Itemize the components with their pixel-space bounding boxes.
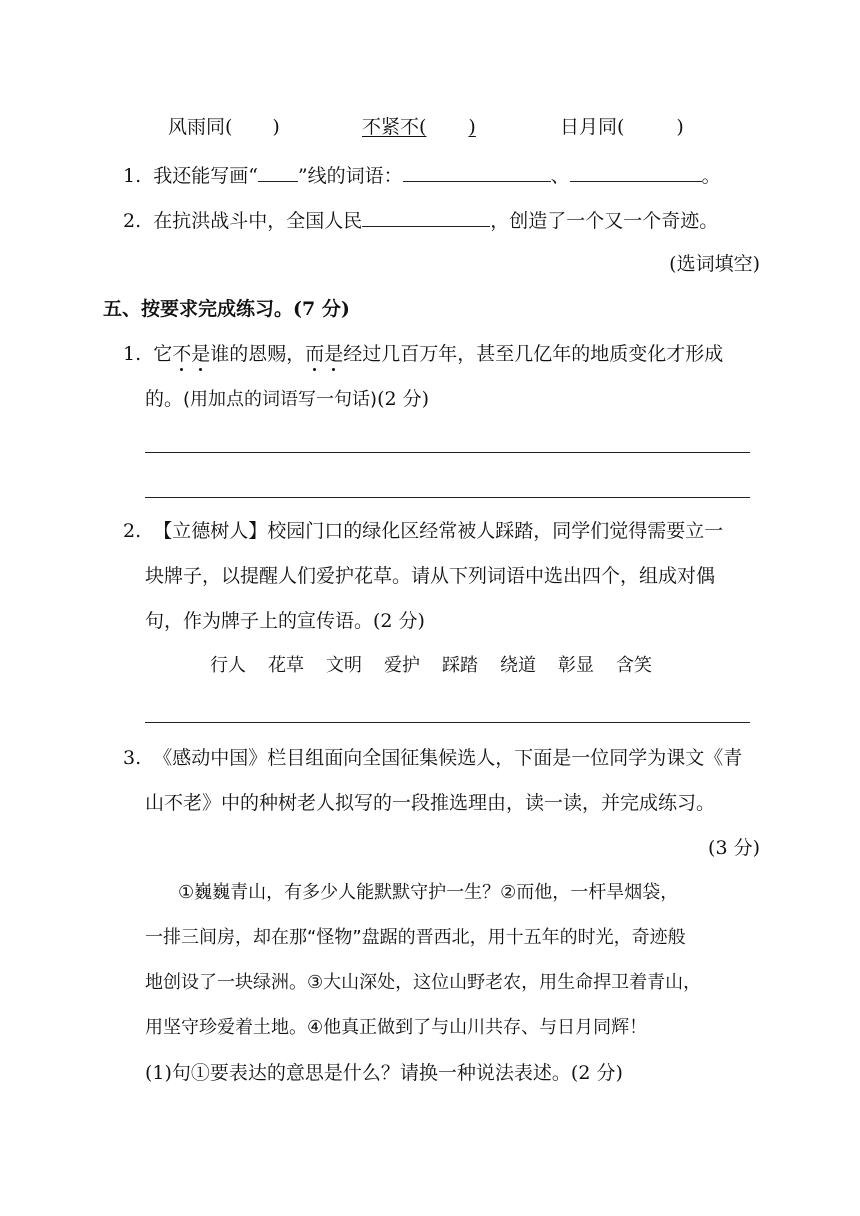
text: 的。 <box>145 388 184 410</box>
question-4-1 <box>123 165 721 186</box>
answer-blank[interactable] <box>403 165 551 182</box>
word-text: 不紧不( <box>362 116 427 138</box>
answer-line[interactable] <box>145 722 750 723</box>
question-5-2-line2: 块牌子，以提醒人们爱护花草。请从下列词语中选出四个，组成对偶 <box>145 565 716 587</box>
question-text: ，创造了一个又一个奇迹。 <box>490 210 719 232</box>
sub-question-1: (1)句①要表达的意思是什么？请换一种说法表述。(2 分) <box>145 1062 623 1084</box>
word-option: 文明 <box>326 655 362 676</box>
answer-blank[interactable] <box>258 165 298 182</box>
question-5-3-score: (3 分) <box>708 837 760 859</box>
answer-blank[interactable] <box>362 210 490 227</box>
question-number: 3. <box>123 747 142 769</box>
question-5-3 <box>123 749 742 768</box>
passage-line: 地创设了一块绿洲。③大山深处，这位山野老农，用生命捍卫着青山， <box>145 972 702 993</box>
word-option: 彰显 <box>558 655 594 676</box>
passage-line: 用坚守珍爱着土地。④他真正做到了与山川共存、与日月同辉！ <box>145 1017 648 1038</box>
question-5-2-line3: 句，作为牌子上的宣传语。(2 分) <box>145 610 425 632</box>
question-text: 我还能写画“ <box>153 165 258 187</box>
passage-line: 一排三间房，却在那“怪物”盘踞的晋西北，用十五年的时光，奇迹般 <box>145 927 686 948</box>
question-text: 【立德树人】校园门口的绿化区经常被人踩踏，同学们觉得需要立一 <box>153 520 724 542</box>
word-fengyutong <box>168 118 280 137</box>
word-option: 踩踏 <box>442 655 478 676</box>
word-text: 风雨同( <box>168 116 233 138</box>
dotted-char: 不 <box>172 343 192 365</box>
word-paren: ) <box>676 116 684 138</box>
answer-blank[interactable] <box>570 165 702 182</box>
question-5-1 <box>123 345 723 364</box>
word-bujinbu <box>362 118 476 137</box>
question-text: ”线的词语： <box>297 165 403 187</box>
word-option: 绕道 <box>500 655 536 676</box>
score: (2 分) <box>377 388 430 410</box>
text: 谁的恩赐， <box>210 343 306 365</box>
question-number: 1. <box>123 343 142 365</box>
dotted-char: 而 <box>305 343 325 365</box>
question-text: 在抗洪战斗中，全国人民 <box>153 210 363 232</box>
question-text: 《感动中国》栏目组面向全国征集候选人，下面是一位同学为课文《青 <box>153 747 743 769</box>
word-option: 含笑 <box>616 655 652 676</box>
word-paren: ) <box>468 116 476 138</box>
word-paren: ) <box>272 116 280 138</box>
question-5-3-line2: 山不老》中的种树老人拟写的一段推选理由，读一读，并完成练习。 <box>145 792 716 814</box>
answer-line[interactable] <box>145 497 750 498</box>
word-option: 花草 <box>268 655 304 676</box>
text: 它 <box>153 343 173 365</box>
answer-line[interactable] <box>145 452 750 453</box>
dotted-char: 是 <box>324 343 344 365</box>
question-number: 2. <box>123 210 142 232</box>
word-options <box>210 657 674 675</box>
section-5-title: 五、按要求完成练习。(7 分) <box>103 298 350 320</box>
question-5-2 <box>123 522 723 541</box>
dotted-char: 是 <box>191 343 211 365</box>
word-option: 行人 <box>210 655 246 676</box>
question-number: 2. <box>123 520 142 542</box>
word-riyuetong <box>560 118 684 137</box>
separator: 、 <box>550 165 570 187</box>
word-text: 日月同( <box>560 116 625 138</box>
passage-line: ①巍巍青山，有多少人能默默守护一生？②而他，一杆旱烟袋， <box>178 882 679 903</box>
instruction: (用加点的词语写一句话) <box>183 389 378 410</box>
question-number: 1. <box>123 165 142 187</box>
period: 。 <box>701 165 721 187</box>
fill-note: (选词填空) <box>669 253 760 275</box>
question-4-2 <box>123 210 718 231</box>
question-5-1-line2 <box>145 390 429 409</box>
word-option: 爱护 <box>384 655 420 676</box>
text: 经过几百万年，甚至几亿年的地质变化才形成 <box>343 343 724 365</box>
